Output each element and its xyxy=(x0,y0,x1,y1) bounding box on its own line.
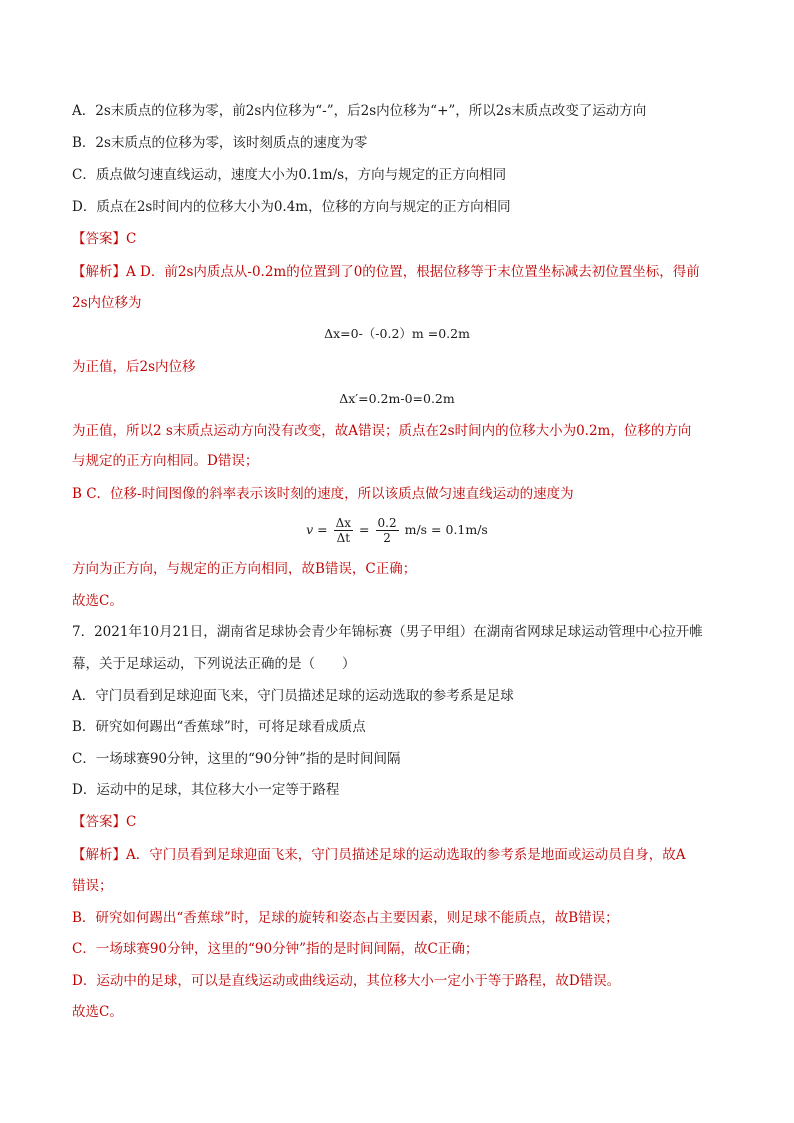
q6-analysis-line: 为正值，所以2 s末质点运动方向没有改变，故A错误；质点在2s时间内的位移大小为0.2m，位移的方向 xyxy=(72,423,692,439)
q7-option-d: D．运动中的足球，其位移大小一定等于路程 xyxy=(72,782,340,798)
q7-option-c: C．一场球赛90分钟，这里的“90分钟”指的是时间间隔 xyxy=(72,751,401,767)
fraction-denominator: 2 xyxy=(383,531,391,545)
q7-stem: 7．2021年10月21日，湖南省足球协会青少年锦标赛（男子甲组）在湖南省网球足球运动管理中心拉开帷 xyxy=(72,624,703,640)
fraction-numerator: 0.2 xyxy=(377,516,397,530)
q6-analysis-line: 与规定的正方向相同。D错误； xyxy=(72,453,259,469)
q7-stem: 幕，关于足球运动，下列说法正确的是（ ） xyxy=(72,656,356,672)
q6-formula-displacement-second: Δx′=0.2m-0=0.2m xyxy=(339,391,455,406)
fraction-denominator: Δt xyxy=(336,531,351,545)
q6-analysis-line: 2s内位移为 xyxy=(72,295,142,311)
q7-analysis-line: 错误； xyxy=(72,878,113,894)
q6-analysis-line: 为正值，后2s内位移 xyxy=(72,359,196,375)
q6-analysis-line: 方向为正方向，与规定的正方向相同，故B错误，C正确； xyxy=(72,561,417,577)
q6-option-a: A．2s末质点的位移为零，前2s内位移为“-”，后2s内位移为“+”，所以2s末质点改变了运动方向 xyxy=(72,103,647,119)
q7-option-b: B．研究如何踢出“香蕉球”时，可将足球看成质点 xyxy=(72,719,366,735)
q7-answer: 【答案】C xyxy=(72,814,137,830)
q6-answer: 【答案】C xyxy=(72,231,137,247)
q7-analysis-line: 【解析】A．守门员看到足球迎面飞来，守门员描述足球的运动选取的参考系是地面或运动员自身，故A xyxy=(72,847,686,863)
q7-analysis-line: D．运动中的足球，可以是直线运动或曲线运动，其位移大小一定小于等于路程，故D错误。 xyxy=(72,973,621,989)
q6-analysis-line: 【解析】A D．前2s内质点从-0.2m的位置到了0的位置，根据位移等于末位置坐标减去初位置坐标，得前 xyxy=(72,264,700,280)
q7-analysis-line: C．一场球赛90分钟，这里的“90分钟”指的是时间间隔，故C正确； xyxy=(72,941,479,957)
q7-analysis-line: B．研究如何踢出“香蕉球”时，足球的旋转和姿态占主要因素，则足球不能质点，故B错误； xyxy=(72,910,619,926)
velocity-result: m/s = 0.1m/s xyxy=(404,522,488,537)
q6-option-b: B．2s末质点的位移为零，该时刻质点的速度为零 xyxy=(72,135,368,151)
q6-option-d: D．质点在2s时间内的位移大小为0.4m，位移的方向与规定的正方向相同 xyxy=(72,199,511,215)
velocity-symbol: v = xyxy=(306,522,328,537)
fraction-delta-x-over-delta-t xyxy=(334,516,353,545)
q6-formula-displacement-first: Δx=0-（-0.2）m =0.2m xyxy=(324,326,470,341)
q6-option-c: C．质点做匀速直线运动，速度大小为0.1m/s，方向与规定的正方向相同 xyxy=(72,167,507,183)
q7-conclusion: 故选C。 xyxy=(72,1004,123,1020)
equals-sign: = xyxy=(359,522,370,537)
fraction-values xyxy=(376,516,399,545)
q7-option-a: A．守门员看到足球迎面飞来，守门员描述足球的运动选取的参考系是足球 xyxy=(72,688,514,704)
q6-conclusion: 故选C。 xyxy=(72,593,123,609)
q6-analysis-line: B C．位移-时间图像的斜率表示该时刻的速度，所以该质点做匀速直线运动的速度为 xyxy=(72,486,574,502)
q6-formula-velocity xyxy=(0,514,794,546)
fraction-numerator: Δx xyxy=(335,516,352,530)
